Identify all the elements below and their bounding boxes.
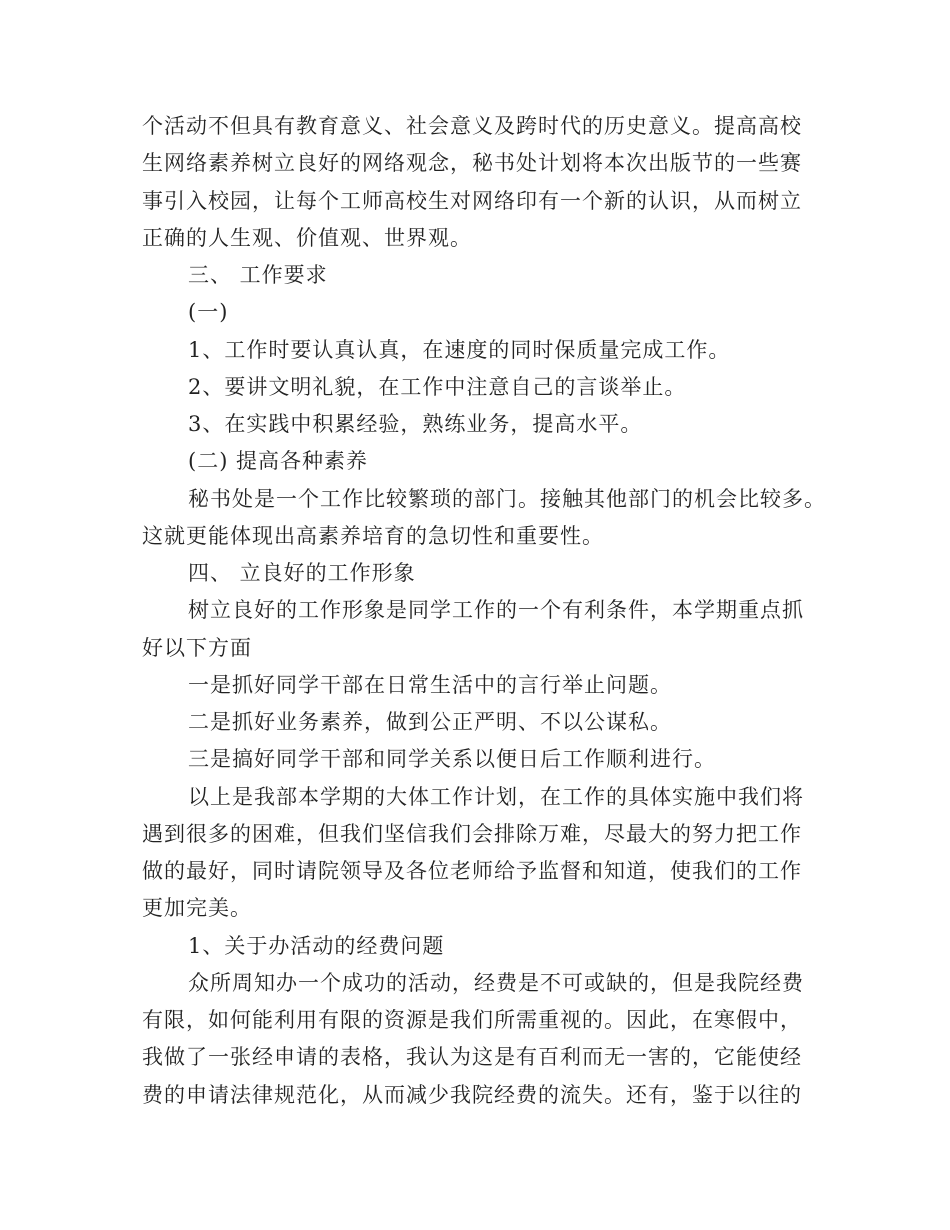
sub-heading: (二) 提高各种素养 — [188, 449, 369, 473]
text-line: 更加完美。 — [142, 896, 252, 920]
list-item: 3、在实践中积累经验，熟练业务，提高水平。 — [188, 412, 643, 436]
text-line: 众所周知办一个成功的活动，经费是不可或缺的，但是我院经费 — [188, 971, 804, 995]
list-item: 一是抓好同学干部在日常生活中的言行举止问题。 — [188, 673, 672, 697]
text-line: 个活动不但具有教育意义、社会意义及跨时代的历史意义。提高高校 — [142, 114, 802, 138]
sub-heading: 1、关于办活动的经费问题 — [188, 934, 445, 958]
text-line: 以上是我部本学期的大体工作计划，在工作的具体实施中我们将 — [188, 785, 804, 809]
section-heading: 三、 工作要求 — [188, 263, 328, 287]
list-item: 二是抓好业务素养，做到公正严明、不以公谋私。 — [188, 710, 672, 734]
text-line: 遇到很多的困难，但我们坚信我们会排除万难，尽最大的努力把工作 — [142, 822, 802, 846]
text-line: 生网络素养树立良好的网络观念，秘书处计划将本次出版节的一些赛 — [142, 151, 802, 175]
list-item: 三是搞好同学干部和同学关系以便日后工作顺利进行。 — [188, 747, 716, 771]
text-line: 事引入校园，让每个工师高校生对网络印有一个新的认识，从而树立 — [142, 189, 802, 213]
text-line: 好以下方面 — [142, 636, 252, 660]
list-item: 1、工作时要认真认真，在速度的同时保质量完成工作。 — [188, 338, 731, 362]
text-line: 树立良好的工作形象是同学工作的一个有利条件，本学期重点抓 — [188, 598, 804, 622]
section-heading: 四、 立良好的工作形象 — [188, 561, 416, 585]
text-line: 这就更能体现出高素养培育的急切性和重要性。 — [142, 524, 604, 548]
text-line: 我做了一张经申请的表格，我认为这是有百利而无一害的，它能使经 — [142, 1045, 802, 1069]
text-line: 有限，如何能利用有限的资源是我们所需重视的。因此，在寒假中， — [142, 1008, 802, 1032]
list-item: 2、要讲文明礼貌，在工作中注意自己的言谈举止。 — [188, 375, 687, 399]
text-line: 费的申请法律规范化，从而减少我院经费的流失。还有，鉴于以往的 — [142, 1083, 802, 1107]
text-line: 做的最好，同时请院领导及各位老师给予监督和知道，使我们的工作 — [142, 859, 802, 883]
sub-heading: (一) — [188, 300, 229, 324]
text-line: 秘书处是一个工作比较繁琐的部门。接触其他部门的机会比较多。 — [188, 487, 826, 511]
text-line: 正确的人生观、价值观、世界观。 — [142, 226, 472, 250]
